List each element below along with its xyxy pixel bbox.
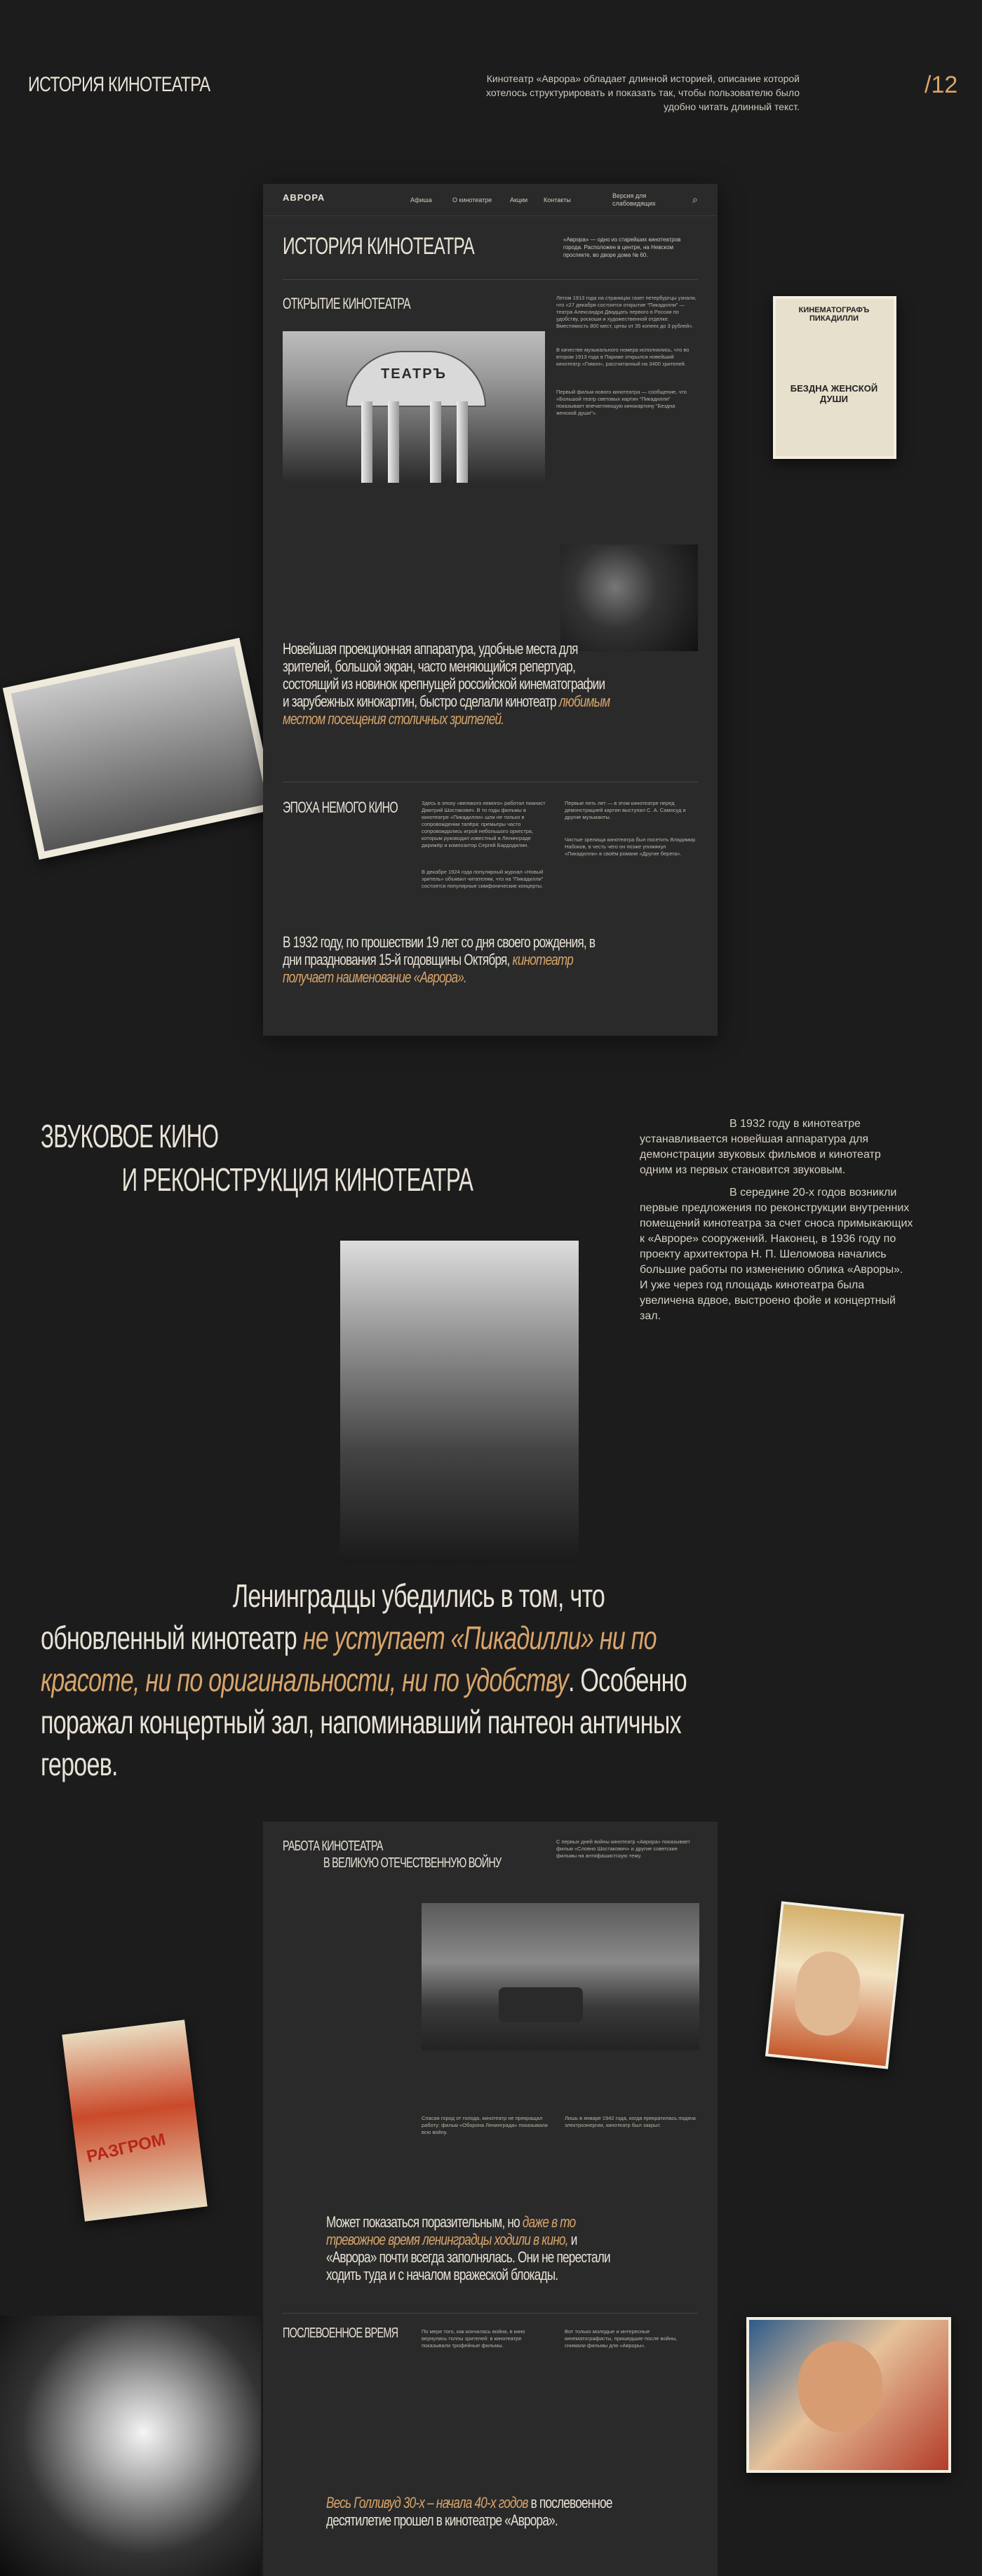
- war-text-2: Спасая город от голода, кинотеатр не прекращал работу: фильм «Оборона Ленинграда» показывали всю войну.: [422, 2115, 548, 2135]
- postwar-text-2: Вот только молодые и интересные кинематографисты, пришедшие после войны, снимали фильмы для «Авроры».: [565, 2328, 678, 2349]
- section-heading-postwar: ПОСЛЕВОЕННОЕ ВРЕМЯ: [283, 2325, 398, 2341]
- theatre-sign: ТЕАТРЪ: [381, 366, 447, 382]
- film-still-photo: [0, 2316, 261, 2576]
- poster-razgrom-title: РАЗГРОМ: [85, 2130, 168, 2167]
- big-quote-plain-2: . Особенно поражал концертный зал, напоминавший пантеон античных героев.: [41, 1662, 687, 1782]
- poster-piccadilly-sub: БЕЗДНА ЖЕНСКОЙ ДУШИ: [790, 383, 878, 404]
- column: [388, 401, 399, 483]
- site-page-title: ИСТОРИЯ КИНОТЕАТРА: [283, 233, 475, 260]
- opening-quote-plain: Новейшая проекционная аппаратура, удобные места для зрителей, большой экран, часто меняющийся репертуар, состоящий из новинок крепнущей российской кинематографии и зарубежных кинокартин, быстро сделали кинотеатр: [283, 640, 605, 710]
- nav-item-promo[interactable]: Акции: [510, 196, 528, 203]
- silent-quote-plain: В 1932 году, по прошествии 19 лет со дня своего рождения, в дни празднования 15-й годовщины Октября,: [283, 933, 596, 968]
- accessibility-version-link[interactable]: Версия для слабовидящих: [612, 192, 656, 207]
- section-heading-opening: ОТКРЫТИЕ КИНОТЕАТРА: [283, 295, 410, 312]
- poster-razgrom: [62, 2020, 207, 2221]
- page-title: ИСТОРИЯ КИНОТЕАТРА: [28, 73, 210, 96]
- postwar-text-1: По мере того, как кончилась война, в кино вернулись толпы зрителей: в кинотеатре показывали трофейные фильмы.: [422, 2328, 525, 2349]
- nav-item-afisha[interactable]: Афиша: [410, 196, 432, 203]
- section-heading-silent: ЭПОХА НЕМОГО КИНО: [283, 799, 398, 816]
- site-mockup-war: [263, 1822, 718, 2576]
- poster-face: [792, 1949, 863, 2039]
- tank: [499, 1987, 583, 2022]
- site-logo[interactable]: АВРОРА: [283, 192, 325, 203]
- opening-quote: [283, 640, 611, 728]
- site-lead: «Аврора» — одно из старейших кинотеатров города. Расположен в центре, на Невском проспекте, во дворе дома № 60.: [563, 236, 681, 258]
- nav-item-contacts[interactable]: Контакты: [544, 196, 571, 203]
- poster-portrait: [765, 1901, 904, 2069]
- silent-text-4: Чистые зрелища кинотеатра был посетить Владимир Набоков, в честь чего он позже упомянул «Пикадилли» в своём романе «Другие берега».: [565, 836, 696, 857]
- war-quote-plain-1: Может показаться поразительным, но: [326, 2213, 520, 2231]
- divider: [283, 2313, 698, 2314]
- opening-text-2: В качестве музыкального номера исполнялись, что во втором 1913 года в Париже открылся новейший кинотеатр «Гомон», рассчитанный на 3400 зрителей.: [556, 347, 690, 367]
- column: [457, 401, 468, 483]
- war-quote-plain-2: и «Аврора» почти всегда заполнялась. Они не перестали ходить туда и с началом вражеской блокады.: [326, 2231, 610, 2283]
- poster-postwar: [746, 2317, 951, 2473]
- poster-piccadilly-title: КИНЕМАТОГРАФЪ ПИКАДИЛЛИ: [798, 306, 870, 323]
- silent-text-3: Первые пять лет — в этом кинотеатре перед демонстрацией картин выступал С. А. Самосуд и другие музыканты.: [565, 800, 686, 820]
- projection-room-photo: [560, 545, 698, 651]
- site-mockup: [263, 184, 718, 1036]
- sound-title-line1: ЗВУКОВОЕ КИНО: [41, 1118, 219, 1154]
- theatre-facade-photo: [283, 331, 545, 483]
- sound-para-2: В середине 20-х годов возникли первые предложения по реконструкции внутренних помещений кинотеатра за счет сноса примыкающих к «Авроре» сооружений. Наконец, в 1936 году по проекту архитектора Н. П. Шеломова начались большие работы по изменению облика «Авроры». И уже через год площадь кинотеатра была увеличена вдвое, выстроено фойе и концертный зал.: [640, 1187, 913, 1322]
- war-text-3: Лишь в январе 1942 года, когда прекратилась подача электроэнергии, кинотеатр был закрыт.: [565, 2115, 696, 2128]
- section-heading-war-2: В ВЕЛИКУЮ ОТЕЧЕСТВЕННУЮ ВОЙНУ: [323, 1855, 502, 1871]
- poster-face: [798, 2341, 882, 2432]
- poster-piccadilly: [773, 296, 896, 459]
- opening-quote-accent: любимым местом посещения столичных зрителей.: [283, 693, 610, 728]
- silent-quote: [283, 933, 611, 986]
- war-quote-accent: даже в то тревожное время ленинградцы ходили в кино,: [326, 2213, 576, 2248]
- opening-text-3: Первый фильм нового кинотеатра — сообщение, что «Большой театр световых картин “Пикадилли” показывает впечатляющую кинокартину “Бездна женской души”».: [556, 389, 687, 416]
- nav-item-about[interactable]: О кинотеатре: [452, 196, 492, 203]
- intro-text: Кинотеатр «Аврора» обладает длинной историей, описание которой хотелось структурировать и показать так, чтобы пользователю было удобно читать длинный текст.: [485, 73, 800, 112]
- sound-section-title: [41, 1114, 473, 1201]
- column: [430, 401, 441, 483]
- silent-text-1: Здесь в эпоху «великого немого» работал пианист Дмитрий Шостакович. В то годы фильмы в кинотеатре «Пикадилли» шли не только в сопровождении тапёра: премьеры часто сопровождались игрой небольшого оркестра, которым руководил известный в Ленинграде дирижёр и композитор Сергей Бардодилин.: [422, 800, 546, 848]
- opening-text-1: Летом 1913 года на страницах газет петербургцы узнали, что «27 декабря состоится открытие “Пикадилли” — театра Александра Двадцать первого в России по удобству, роскоши и художественной отделке. Вместимость 800 мест, цены от 35 копеек до 3 рублей».: [556, 295, 697, 329]
- site-navbar: [263, 184, 718, 216]
- postwar-quote: [326, 2494, 616, 2529]
- silent-text-2: В декабре 1924 года популярный журнал «Новый зритель» объявил читателям, что на “Пикадилли” состоятся популярные симфонические концерты.: [422, 869, 544, 889]
- war-quote: [326, 2213, 616, 2283]
- big-quote: [41, 1575, 694, 1785]
- gallery-photo-image: [11, 646, 268, 852]
- concert-hall-photo: [340, 1241, 579, 1563]
- divider: [283, 279, 698, 280]
- sound-para-1: В 1932 году в кинотеатре устанавливается новейшая аппаратура для демонстрации звуковых фильмов и кинотеатр одним из первых становится звуковым.: [640, 1118, 881, 1176]
- search-icon[interactable]: ⌕: [692, 194, 698, 205]
- gallery-photo: [3, 638, 276, 860]
- wartime-street-photo: [422, 1903, 699, 2050]
- sound-title-line2: И РЕКОНСТРУКЦИЯ КИНОТЕАТРА: [121, 1161, 473, 1198]
- page-number: /12: [924, 72, 958, 98]
- war-text-1: С первых дней войны кинотеатр «Аврора» показывает фильм «Словно Шостакович» и другие советские фильмы на антифашистскую тему.: [556, 1838, 690, 1859]
- postwar-quote-accent: Весь Голливуд 30-х – начала 40-х годов: [326, 2494, 528, 2511]
- big-quote-plain-1: Ленинградцы убедились в том, что обновленный кинотеатр: [41, 1577, 605, 1656]
- column: [361, 401, 372, 483]
- sound-section-text: [640, 1116, 913, 1331]
- section-heading-war-1: РАБОТА КИНОТЕАТРА: [283, 1838, 383, 1854]
- silent-quote-accent: кинотеатр получает наименование «Аврора».: [283, 951, 573, 986]
- postwar-quote-plain: в послевоенное десятилетие прошел в кинотеатре «Аврора».: [326, 2494, 612, 2529]
- big-quote-accent: не уступает «Пикадилли» ни по красоте, ни по оригинальности, ни по удобству: [41, 1620, 657, 1698]
